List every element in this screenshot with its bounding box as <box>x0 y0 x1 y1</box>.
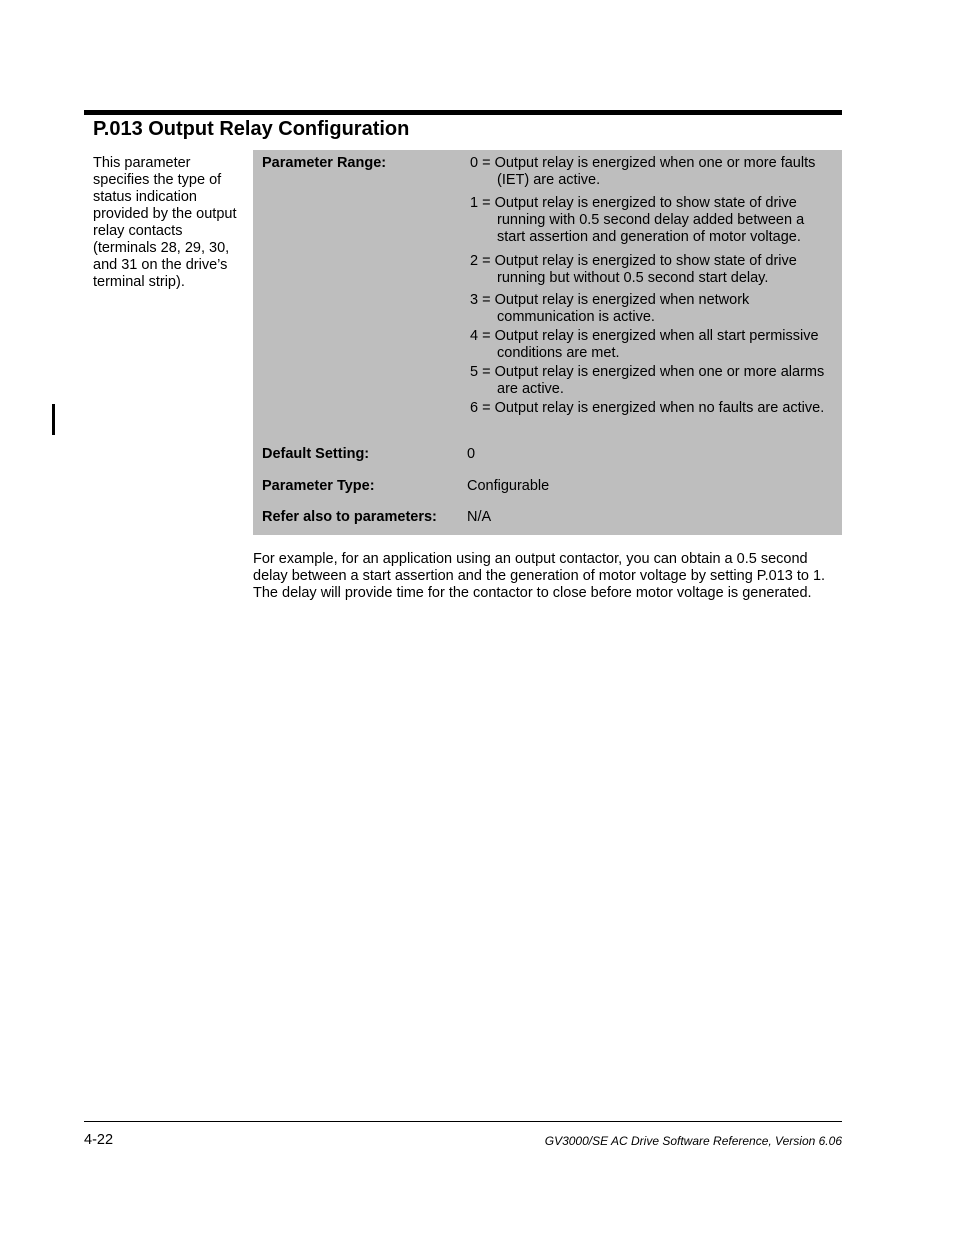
revision-change-bar <box>52 404 55 435</box>
range-item-6: 6 = Output relay is energized when no faults are active. <box>470 400 825 416</box>
default-setting-value: 0 <box>467 446 476 462</box>
refer-also-value: N/A <box>467 509 492 525</box>
parameter-type-label: Parameter Type: <box>262 478 375 494</box>
parameter-range-label: Parameter Range: <box>262 155 387 171</box>
example-paragraph: For example, for an application using an output contactor, you can obtain a 0.5 second delay between a start assertion and the generation of motor voltage by setting P.013 to 1. The delay will provide time for the contactor to close before motor voltage is generated. <box>253 551 826 601</box>
footer-document-title: GV3000/SE AC Drive Software Reference, Version 6.06 <box>544 1134 842 1148</box>
range-item-4: 4 = Output relay is energized when all start permissive conditions are met. <box>470 328 819 361</box>
range-item-2: 2 = Output relay is energized to show state of drive running but without 0.5 second start delay. <box>470 253 797 286</box>
footer-rule <box>84 1121 842 1122</box>
range-item-5: 5 = Output relay is energized when one or more alarms are active. <box>470 364 825 397</box>
range-item-1: 1 = Output relay is energized to show state of drive running with 0.5 second delay added between a start assertion and generation of motor voltage. <box>470 195 805 245</box>
parameter-table <box>253 150 842 535</box>
range-item-3: 3 = Output relay is energized when network communication is active. <box>470 292 750 325</box>
range-item-0: 0 = Output relay is energized when one or more faults (IET) are active. <box>470 155 816 188</box>
parameter-description: This parameter specifies the type of status indication provided by the output relay contacts (terminals 28, 29, 30, and 31 on the drive’s terminal strip). <box>93 155 237 290</box>
page-number: 4-22 <box>84 1132 114 1148</box>
section-title: P.013 Output Relay Configuration <box>93 118 410 140</box>
refer-also-label: Refer also to parameters: <box>262 509 437 525</box>
default-setting-label: Default Setting: <box>262 446 370 462</box>
section-top-rule <box>84 110 842 115</box>
parameter-type-value: Configurable <box>467 478 550 494</box>
